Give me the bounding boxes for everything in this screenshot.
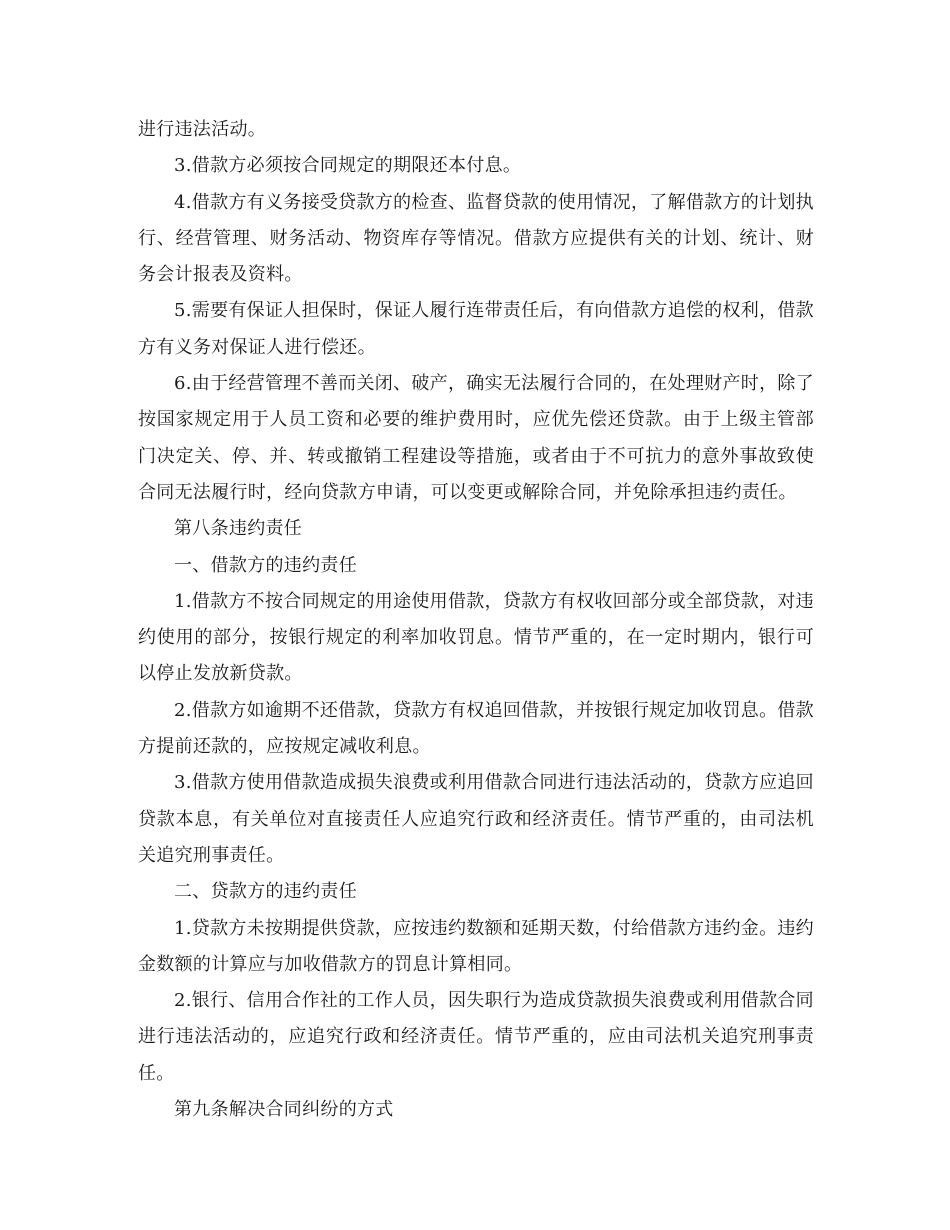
section-heading-article-8: 第八条违约责任 [174, 518, 303, 540]
document-page [138, 112, 814, 1128]
subsection-heading-lender-liability: 二、贷款方的违约责任 [174, 881, 357, 903]
paragraph-clause-5: 5.需要有保证人担保时，保证人履行连带责任后，有向借款方追偿的权利，借款方有义务对保证人进行偿还。 [138, 300, 814, 358]
paragraph-clause-6: 6.由于经营管理不善而关闭、破产，确实无法履行合同的，在处理财产时，除了按国家规定用于人员工资和必要的维护费用时，应优先偿还贷款。由于上级主管部门决定关、停、并、转或撤销工程建设等措施，或者由于不可抗力的意外事故致使合同无法履行时，经向贷款方申请，可以变更或解除合同，并免除承担违约责任。 [138, 373, 814, 503]
paragraph-clause-4: 4.借款方有义务接受贷款方的检查、监督贷款的使用情况，了解借款方的计划执行、经营管理、财务活动、物资库存等情况。借款方应提供有关的计划、统计、财务会计报表及资料。 [138, 191, 814, 286]
paragraph-lender-item-2: 2.银行、信用合作社的工作人员，因失职行为造成贷款损失浪费或利用借款合同进行违法活动的，应追究行政和经济责任。情节严重的，应由司法机关追究刑事责任。 [138, 990, 814, 1084]
paragraph-borrower-item-3: 3.借款方使用借款造成损失浪费或利用借款合同进行违法活动的，贷款方应追回贷款本息，有关单位对直接责任人应追究行政和经济责任。情节严重的，由司法机关追究刑事责任。 [138, 772, 814, 866]
paragraph-continuation: 进行违法活动。 [138, 119, 267, 140]
paragraph-clause-3: 3.借款方必须按合同规定的期限还本付息。 [174, 155, 522, 177]
paragraph-borrower-item-1: 1.借款方不按合同规定的用途使用借款，贷款方有权收回部分或全部贷款，对违约使用的部分，按银行规定的利率加收罚息。情节严重的，在一定时期内，银行可以停止发放新贷款。 [138, 590, 814, 685]
paragraph-lender-item-1: 1.贷款方未按期提供贷款，应按违约数额和延期天数，付给借款方违约金。违约金数额的计算应与加收借款方的罚息计算相同。 [138, 917, 814, 975]
subsection-heading-borrower-liability: 一、借款方的违约责任 [174, 554, 357, 576]
section-heading-article-9: 第九条解决合同纠纷的方式 [174, 1099, 394, 1121]
paragraph-borrower-item-2: 2.借款方如逾期不还借款，贷款方有权追回借款，并按银行规定加收罚息。借款方提前还款的，应按规定减收利息。 [138, 699, 814, 758]
